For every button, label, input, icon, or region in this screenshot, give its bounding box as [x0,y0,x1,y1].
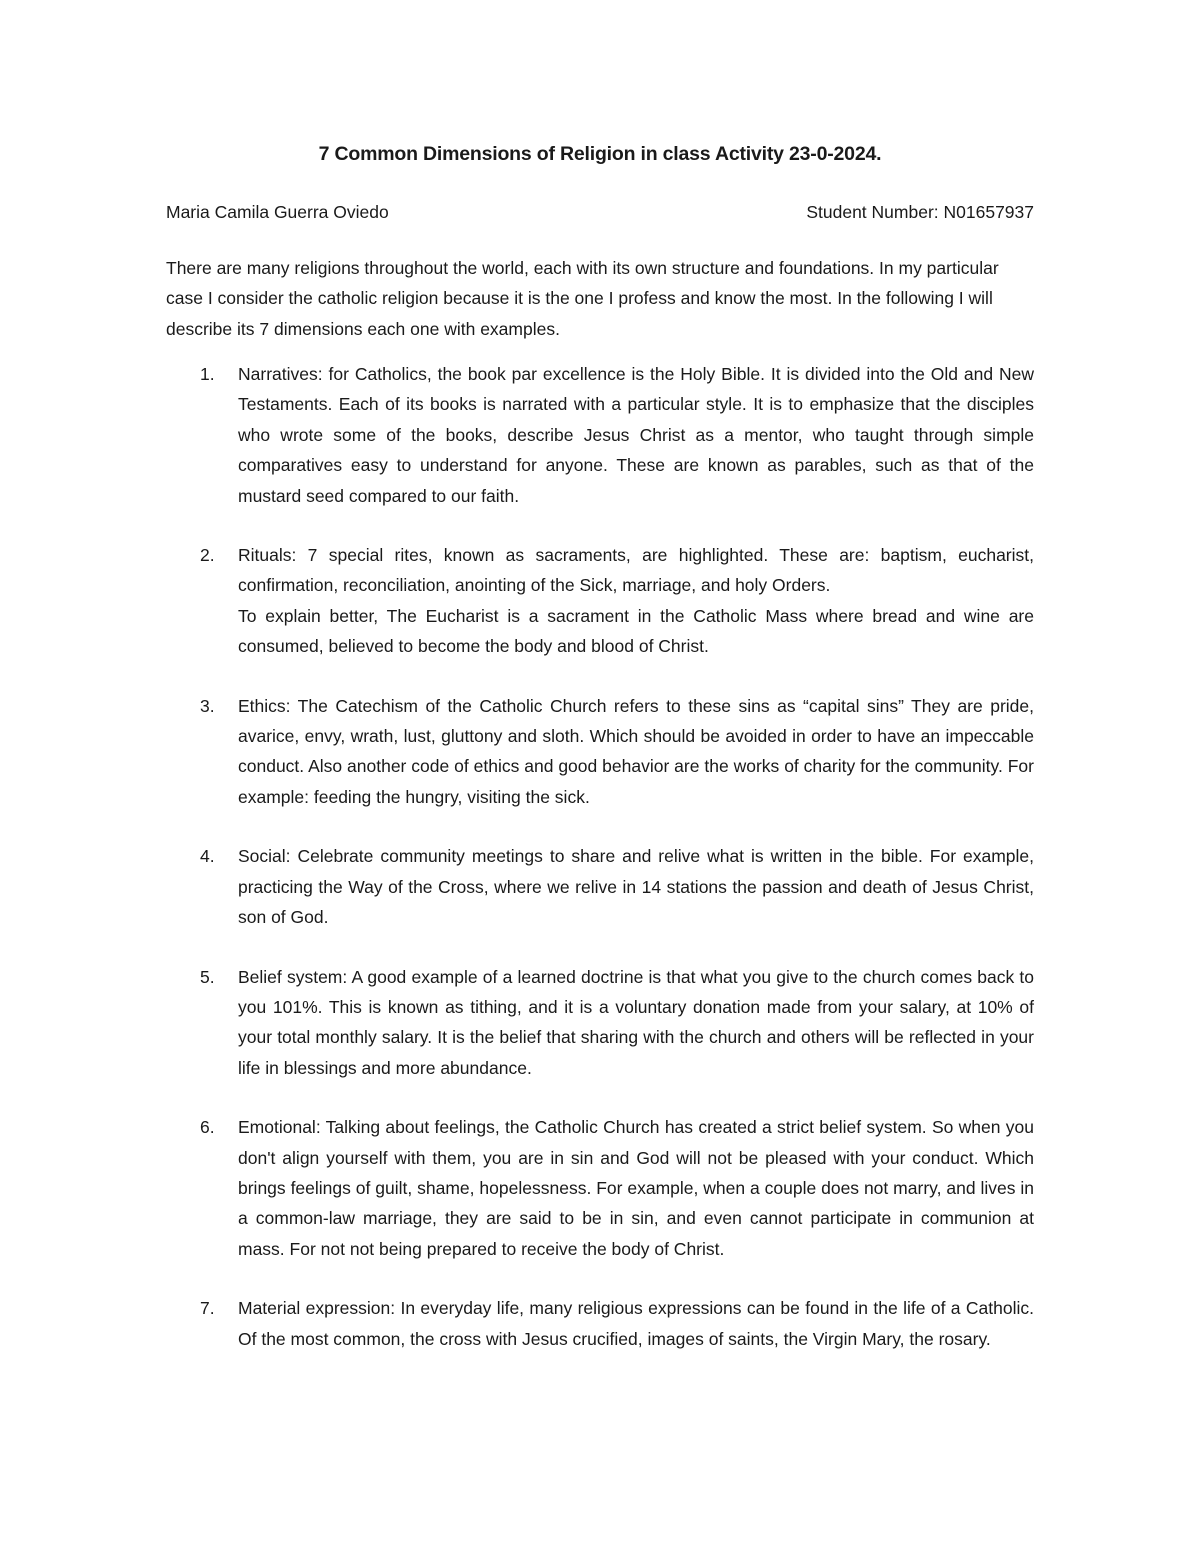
author-row [166,197,1034,227]
list-item-number: 4. [200,846,215,867]
list-item-text: Material expression: In everyday life, many religious expressions can be found in the life of a Catholic. Of the most common, the cross with Jesus crucified, images of saints, the Virgin Mary, the rosary. [238,1298,1034,1349]
list-item [166,841,1034,932]
dimensions-list [166,359,1034,1383]
list-item-number: 6. [200,1117,215,1138]
list-item-text-continued: To explain better, The Eucharist is a sacrament in the Catholic Mass where bread and wine are consumed, believed to become the body and blood of Christ. [238,605,1034,657]
list-item-text: Belief system: A good example of a learned doctrine is that what you give to the church comes back to you 101%. This is known as tithing, and it is a voluntary donation made from your salary, at 10% of your total monthly salary. It is the belief that sharing with the church and others will be reflected in your life in blessings and more abundance. [238,966,1034,1078]
document-title: 7 Common Dimensions of Religion in class Activity 23-0-2024. [318,143,882,165]
list-item-text: Social: Celebrate community meetings to share and relive what is written in the bible. For example, practicing the Way of the Cross, where we relive in 14 stations the passion and death of Jesus Christ, son of God. [238,846,1034,928]
list-item [166,962,1034,1084]
author-name: Maria Camila Guerra Oviedo [166,202,389,222]
list-item [166,691,1034,813]
list-item [166,1293,1034,1354]
list-item-text: Rituals: 7 special rites, known as sacraments, are highlighted. These are: baptism, eucharist, confirmation, reconciliation, anointing of the Sick, marriage, and holy Orders. [238,545,1034,596]
list-item-number: 2. [200,545,215,566]
list-item-text: Emotional: Talking about feelings, the Catholic Church has created a strict belief system. So when you don't align yourself with them, you are in sin and God will not be pleased with your conduct. Which brings feelings of guilt, shame, hopelessness. For example, when a couple does not marry, and lives in a common-law marriage, they are said to be in sin, and even cannot participate in communion at mass. For not not being prepared to receive the body of Christ. [238,1117,1034,1259]
list-item-number: 7. [200,1298,215,1319]
list-item [166,1112,1034,1264]
list-item [166,540,1034,662]
list-item-text: Narratives: for Catholics, the book par excellence is the Holy Bible. It is divided into the Old and New Testaments. Each of its books is narrated with a particular style. It is to emphasize that the disciples who wrote some of the books, describe Jesus Christ as a mentor, who taught through simple comparatives easy to understand for anyone. These are known as parables, such as that of the mustard seed compared to our faith. [238,364,1034,506]
list-item-text: Ethics: The Catechism of the Catholic Church refers to these sins as “capital sins” They are pride, avarice, envy, wrath, lust, gluttony and sloth. Which should be avoided in order to have an impeccable conduct. Also another code of ethics and good behavior are the works of charity for the community. For example: feeding the hungry, visiting the sick. [238,695,1034,807]
list-item [166,359,1034,511]
list-item-number: 1. [200,364,215,384]
student-number: Student Number: N01657937 [806,202,1034,222]
list-item-number: 3. [200,695,215,716]
intro-paragraph: There are many religions throughout the world, each with its own structure and foundations. In my particular case I consider the catholic religion because it is the one I profess and know the most. In the following I will describe its 7 dimensions each one with examples. [166,258,999,339]
list-item-number: 5. [200,966,215,987]
